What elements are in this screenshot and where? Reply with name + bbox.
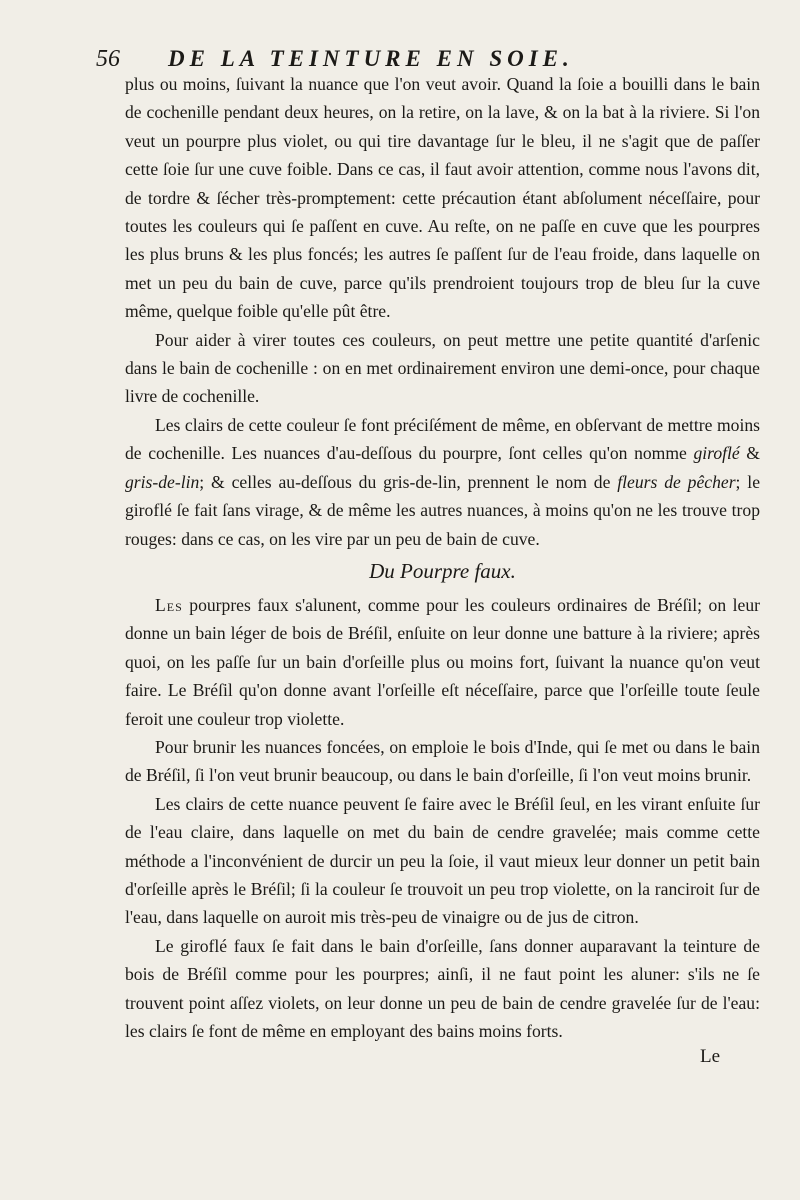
body-text — [125, 70, 760, 1045]
running-title: DE LA TEINTURE EN SOIE. — [168, 46, 574, 71]
paragraph-2: Pour aider à virer toutes ces couleurs, on peut mettre une petite quantité d'arſenic dans le bain de cochenille : on en met ordinairement environ une demi-once, pour chaque livre de cochenille. — [125, 329, 760, 407]
paragraph-4 — [125, 591, 760, 733]
section-heading: Du Pourpre faux. — [369, 558, 516, 583]
term-fleurs-de-pecher: fleurs de pêcher — [617, 471, 736, 492]
paragraph-3-text-b: & — [739, 443, 760, 464]
paragraph-3 — [125, 411, 760, 553]
paragraph-5: Pour brunir les nuances foncées, on emploie le bois d'Inde, qui ſe met ou dans le bain de Bréſil, ſi l'on veut brunir beaucoup, ou dans le bain d'orſeille, ſi l'on veut moins brunir. — [125, 736, 760, 786]
paragraph-7: Le giroflé faux ſe fait dans le bain d'orſeille, ſans donner auparavant la teinture de bois de Bréſil comme pour les pourpres; ainſi, il ne faut point les aluner: s'ils ne ſe trouvent point aſſez violets, on leur donne un peu de bain de cendre gravelée ſur de l'eau: les clairs ſe font de même en employant des bains moins forts. — [125, 935, 760, 1041]
paragraph-1: plus ou moins, ſuivant la nuance que l'on veut avoir. Quand la ſoie a bouilli dans le bain de cochenille pendant deux heures, on la retire, on la lave, & on la bat à la riviere. Si l'on veut un pourpre plus violet, ou qui tire davantage ſur le bleu, il ne s'agit que de paſſer cette ſoie ſur une cuve foible. Dans ce cas, il faut avoir attention, comme nous l'avons dit, de tordre & ſécher très-promptement: cette précaution étant abſolument néceſſaire, pour toutes les couleurs qui ſe paſſent en cuve. Au reſte, on ne paſſe en cuve que les pourpres les plus bruns & les plus foncés; les autres ſe paſſent ſur de l'eau froide, dans laquelle on met un peu du bain de cuve, parce qu'ils prendroient toujours trop de bleu ſur la cuve même, quelque foible qu'elle pût être. — [125, 74, 760, 322]
paragraph-4-lead-word: Les — [155, 594, 183, 615]
paragraph-3-text-c: ; & celles au-deſſous du gris-de-lin, prennent le nom de — [199, 471, 618, 492]
term-gris-de-lin: gris-de-lin — [125, 471, 200, 492]
paragraph-4-text: pourpres faux s'alunent, comme pour les couleurs ordinaires de Bréſil; on leur donne un bain léger de bois de Bréſil, enſuite on leur donne une batture à la riviere; après quoi, on les paſſe ſur un bain d'orſeille plus ou moins fort, ſuivant la nuance qu'on veut faire. Le Bréſil qu'on donne avant l'orſeille eſt néceſſaire, parce que l'orſeille toute ſeule feroit une couleur trop violette. — [125, 594, 760, 729]
paragraph-3-text-a: Les clairs de cette couleur ſe font préciſément de même, en obſervant de mettre moins de cochenille. Les nuances d'au-deſſous du pourpre, ſont celles qu'on nomme — [125, 414, 760, 464]
paragraph-6: Les clairs de cette nuance peuvent ſe faire avec le Bréſil ſeul, en les virant enſuite ſur de l'eau claire, dans laquelle on met du bain de cendre gravelée; mais comme cette méthode a l'inconvénient de durcir un peu la ſoie, il vaut mieux leur donner un petit bain d'orſeille après le Bréſil; ſi la couleur ſe trouvoit un peu trop violette, on la ranciroit ſur de l'eau, dans laquelle on auroit mis très-peu de vinaigre ou de jus de citron. — [125, 793, 760, 928]
catchword: Le — [700, 1046, 721, 1067]
paragraph-3-text-d: ; le giroflé ſe fait ſans virage, & de même les autres nuances, à moins qu'on ne les trouve trop rouges: dans ce cas, on les vire par un peu de bain de cuve. — [125, 471, 760, 549]
term-girofle: giroflé — [693, 443, 740, 464]
page-number: 56 — [96, 46, 120, 72]
